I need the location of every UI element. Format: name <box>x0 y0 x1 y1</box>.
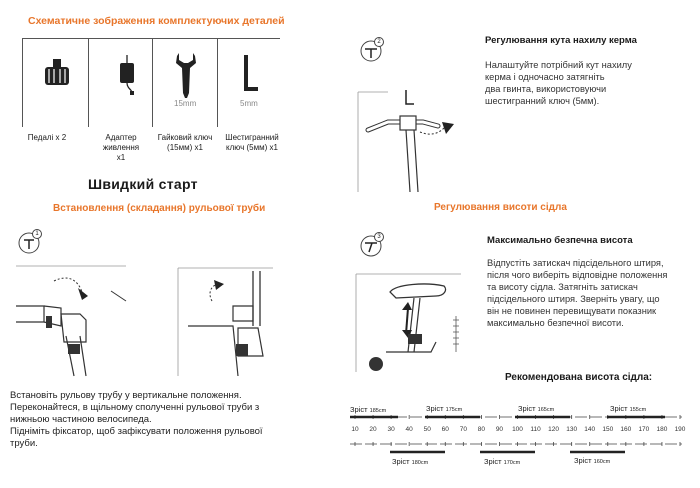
height-label <box>574 456 610 465</box>
seat-height-instructions: Відпустіть затискач підсідельного штиря, після чого виберіть відповідне положення та висоту сідла. Затягніть затискач підсідельного штиря. Зверніть увагу, що він не повинен перевищувати показник максимально безпечної висоти. <box>487 258 668 328</box>
height-label-word: Зріст <box>518 404 538 413</box>
part-caption: Шестигранний ключ (5мм) x1 <box>225 133 279 152</box>
handlebar-section-title: Встановлення (складання) рульової труби <box>53 203 266 214</box>
height-label-value: 185cm <box>369 408 387 414</box>
handlebar-angle-instructions: Налаштуйте потрібний кут нахилу керма і одночасно затягніть два гвинта, використовуючи шестигранний ключ (5мм). <box>485 60 632 106</box>
scale-tick-label: 90 <box>495 426 504 433</box>
scale-tick-label: 190 <box>674 426 686 433</box>
height-label <box>610 404 646 413</box>
step-number: 3 <box>374 232 384 242</box>
scale-tick-label: 170 <box>638 426 650 433</box>
scale-tick-label: 40 <box>405 426 413 433</box>
height-label-word: Зріст <box>574 456 594 465</box>
scale-tick-label: 10 <box>351 426 359 433</box>
scale-tick-label: 160 <box>620 426 632 433</box>
height-label <box>518 404 554 413</box>
height-label-value: 155cm <box>629 407 647 413</box>
handlebar-instructions: Встановіть рульову трубу у вертикальне положення. Переконайтеся, в щільному сполученні рульової труби з нижньою частиною велосипеда. Підніміть фіксатор, щоб зафіксувати положення рульової труби. <box>10 390 263 449</box>
scale-tick-label: 120 <box>548 426 560 433</box>
seat-height-section-title: Регулювання висоти сідла <box>434 202 567 213</box>
part-caption: Адаптер живлення x1 <box>102 133 140 162</box>
parts-section-title: Схематичне зображення комплектуючих деталей <box>28 15 285 27</box>
scale-tick-label: 30 <box>387 426 395 433</box>
part-caption: Гайковий ключ (15мм) x1 <box>157 133 213 152</box>
hex-key-size-label: 5mm <box>240 99 258 108</box>
scale-tick-label: 20 <box>369 426 377 433</box>
part-caption: Педалі x 2 <box>27 133 67 142</box>
scale-tick-label: 150 <box>602 426 614 433</box>
height-label-word: Зріст <box>610 404 630 413</box>
height-label-word: Зріст <box>392 457 412 466</box>
height-label-word: Зріст <box>350 405 370 414</box>
step-number: 1 <box>32 229 42 239</box>
scale-tick-label: 70 <box>459 426 467 433</box>
height-label-value: 180cm <box>411 460 429 466</box>
handlebar-angle-heading: Регулювання кута нахилу керма <box>485 35 637 46</box>
height-label-word: Зріст <box>484 457 504 466</box>
recommended-seat-height-title: Рекомендована висота сідла: <box>505 372 653 383</box>
height-label <box>392 457 428 466</box>
height-label-value: 170cm <box>503 460 521 466</box>
height-label <box>426 404 462 413</box>
height-label <box>350 405 386 414</box>
scale-tick-label: 180 <box>656 426 668 433</box>
height-label-word: Зріст <box>426 404 446 413</box>
height-label-value: 165cm <box>537 407 555 413</box>
scale-tick-label: 60 <box>441 426 449 433</box>
wrench-size-label: 15mm <box>174 99 197 108</box>
height-label-value: 175cm <box>445 407 463 413</box>
step-number: 2 <box>374 37 384 47</box>
scale-tick-label: 130 <box>566 426 578 433</box>
height-label-value: 160cm <box>593 459 611 465</box>
scale-tick-label: 140 <box>584 426 596 433</box>
height-label <box>484 457 520 466</box>
scale-tick-label: 80 <box>477 426 485 433</box>
max-safe-height-heading: Максимально безпечна висота <box>487 235 633 246</box>
scale-tick-label: 110 <box>530 426 541 433</box>
scale-tick-label: 50 <box>423 426 431 433</box>
scale-tick-label: 100 <box>512 426 523 433</box>
quick-start-heading: Швидкий старт <box>88 176 198 192</box>
